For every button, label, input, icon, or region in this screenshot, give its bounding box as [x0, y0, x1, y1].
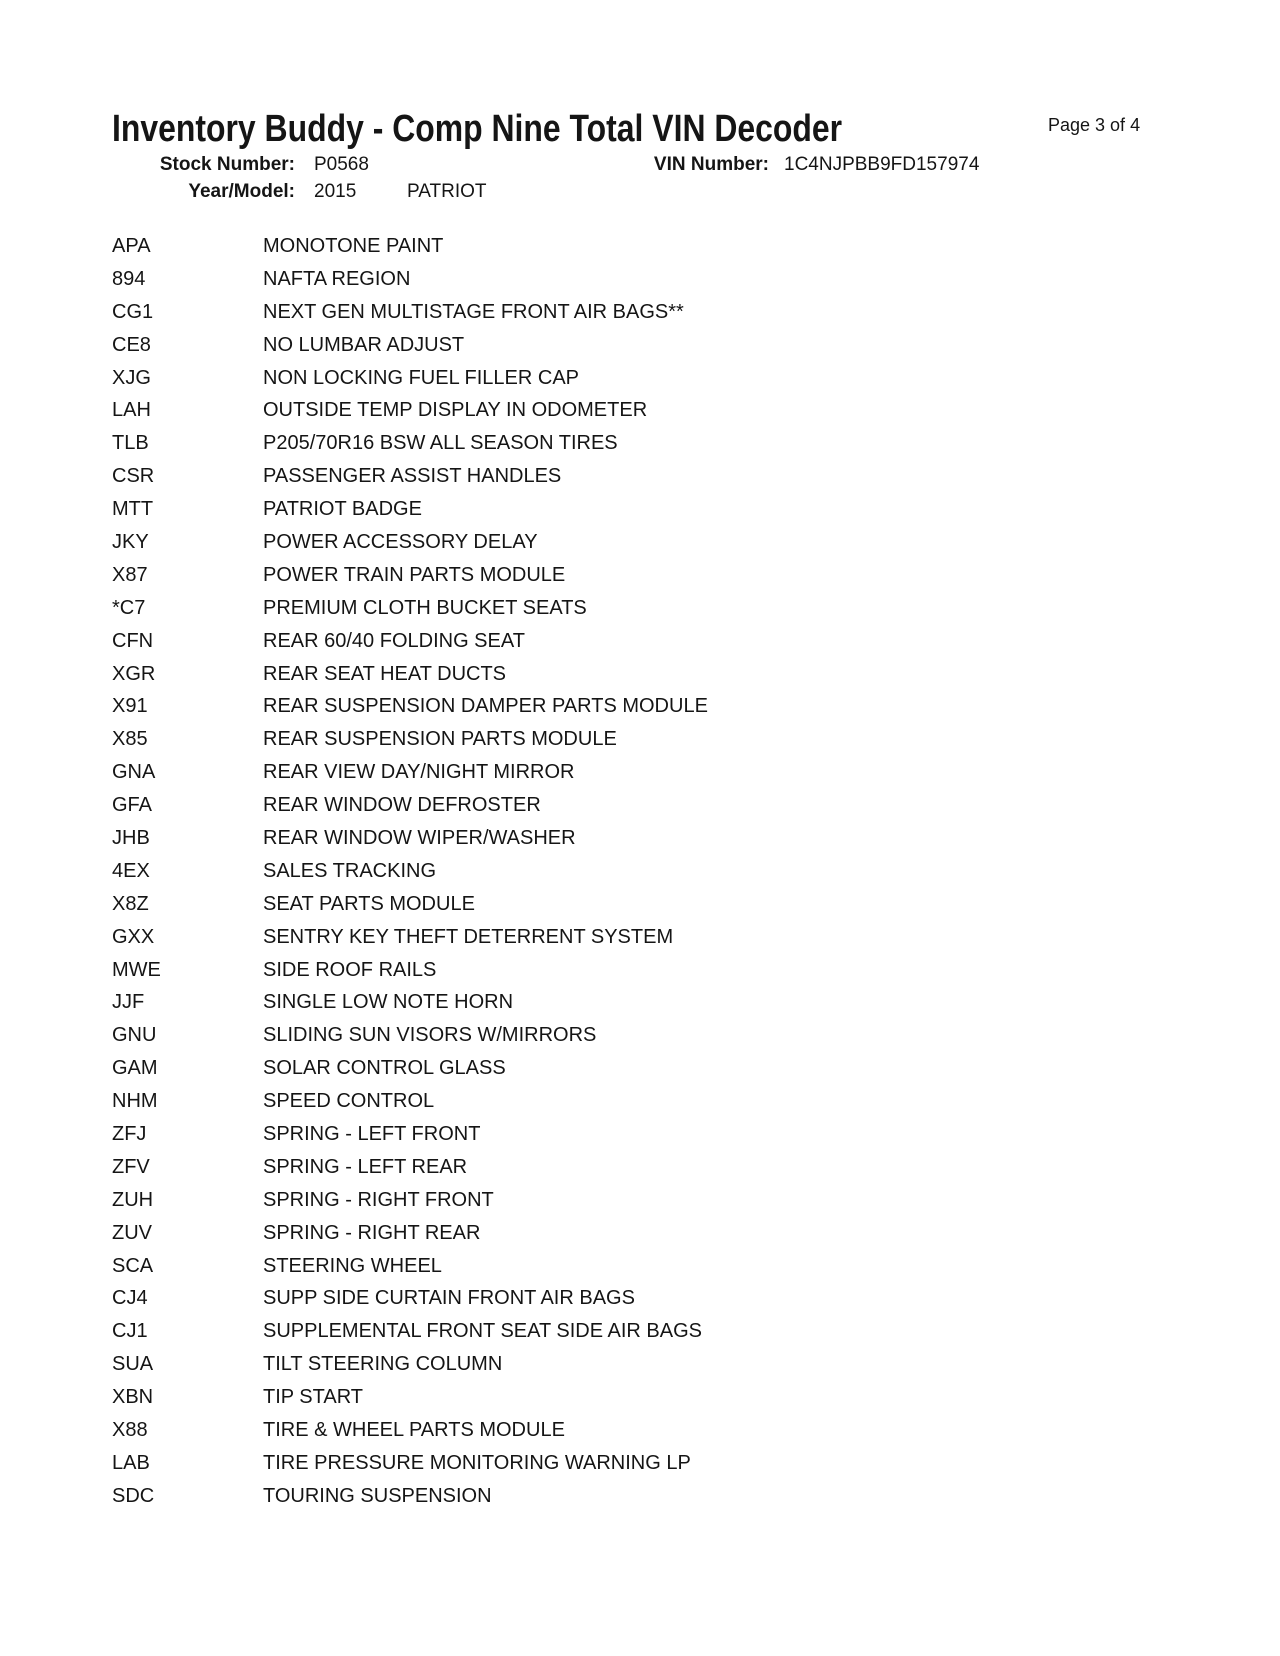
- option-code: CG1: [112, 300, 154, 323]
- option-description: REAR SEAT HEAT DUCTS: [263, 662, 507, 685]
- vin-number-label: VIN Number:: [653, 154, 769, 175]
- option-row: [112, 1118, 1212, 1151]
- option-description: STEERING WHEEL: [263, 1254, 442, 1277]
- option-code: CFN: [112, 629, 154, 652]
- option-description: PATRIOT BADGE: [263, 498, 422, 521]
- option-code: LAH: [112, 399, 151, 422]
- option-row: [112, 559, 1212, 592]
- option-row: [112, 1184, 1212, 1217]
- option-row: [112, 1315, 1212, 1348]
- option-code: CJ1: [112, 1320, 148, 1343]
- option-row: [112, 230, 1212, 263]
- option-code: TLB: [112, 432, 149, 455]
- option-code: X8Z: [112, 892, 149, 915]
- option-row: [112, 526, 1212, 559]
- option-code: GNU: [112, 1024, 157, 1047]
- option-description: POWER ACCESSORY DELAY: [263, 530, 538, 553]
- option-code: XGR: [112, 662, 156, 685]
- option-row: [112, 888, 1212, 921]
- option-row: [112, 789, 1212, 822]
- option-description: TILT STEERING COLUMN: [263, 1353, 503, 1376]
- option-row: [112, 394, 1212, 427]
- page-title-text: Inventory Buddy - Comp Nine Total VIN Decoder: [112, 108, 843, 150]
- option-code: NHM: [112, 1090, 158, 1113]
- option-description: NEXT GEN MULTISTAGE FRONT AIR BAGS**: [263, 300, 684, 323]
- option-description: TIP START: [263, 1386, 364, 1409]
- option-row: [112, 460, 1212, 493]
- option-code: XJG: [112, 366, 151, 389]
- option-code: MWE: [112, 958, 161, 981]
- option-description: SPRING - RIGHT FRONT: [263, 1188, 494, 1211]
- option-code: ZFV: [112, 1155, 150, 1178]
- option-description: TIRE & WHEEL PARTS MODULE: [263, 1419, 565, 1441]
- option-code: CJ4: [112, 1287, 148, 1310]
- option-row: [112, 1151, 1212, 1184]
- option-row: [112, 329, 1212, 362]
- stock-number-label: Stock Number:: [159, 154, 295, 175]
- option-code: MTT: [112, 498, 154, 521]
- option-description: SINGLE LOW NOTE HORN: [263, 991, 514, 1014]
- option-row: [112, 756, 1212, 789]
- option-description: TOURING SUSPENSION: [263, 1484, 492, 1507]
- year-model-label: Year/Model:: [188, 181, 295, 202]
- option-row: [112, 1447, 1212, 1480]
- option-description: SPEED CONTROL: [263, 1090, 435, 1113]
- option-description: OUTSIDE TEMP DISPLAY IN ODOMETER: [263, 399, 648, 422]
- option-row: [112, 986, 1212, 1019]
- option-code: X87: [112, 563, 148, 586]
- option-row: [112, 1019, 1212, 1052]
- option-description: PASSENGER ASSIST HANDLES: [263, 465, 562, 488]
- model-value: PATRIOT: [407, 181, 487, 202]
- option-description: SENTRY KEY THEFT DETERRENT SYSTEM: [263, 925, 674, 948]
- option-code: SCA: [112, 1254, 154, 1277]
- option-row: [112, 1480, 1212, 1513]
- option-description: P205/70R16 BSW ALL SEASON TIRES: [263, 432, 618, 455]
- option-code: X91: [112, 695, 148, 718]
- option-row: [112, 296, 1212, 329]
- vin-number-value: 1C4NJPBB9FD157974: [784, 154, 980, 175]
- option-row: [112, 1348, 1212, 1381]
- option-row: [112, 1381, 1212, 1414]
- option-row: [112, 723, 1212, 756]
- option-code: GFA: [112, 794, 153, 817]
- option-description: SUPPLEMENTAL FRONT SEAT SIDE AIR BAGS: [263, 1320, 703, 1343]
- option-row: [112, 921, 1212, 954]
- option-description: PREMIUM CLOTH BUCKET SEATS: [263, 596, 587, 619]
- option-description: REAR WINDOW DEFROSTER: [263, 794, 541, 817]
- option-row: [112, 1217, 1212, 1250]
- option-description: REAR WINDOW WIPER/WASHER: [263, 826, 576, 849]
- page-title: [112, 108, 981, 150]
- option-code: ZUH: [112, 1188, 154, 1211]
- option-row: [112, 493, 1212, 526]
- option-description: SPRING - RIGHT REAR: [263, 1221, 481, 1244]
- option-row: [112, 427, 1212, 460]
- option-code: X85: [112, 728, 148, 751]
- option-code: JHB: [112, 826, 150, 849]
- option-code: APA: [112, 234, 151, 257]
- option-code: ZUV: [112, 1221, 152, 1244]
- option-code: 4EX: [112, 859, 150, 882]
- option-description: SEAT PARTS MODULE: [263, 892, 475, 915]
- option-row: [112, 1283, 1212, 1316]
- option-code: 894: [112, 267, 146, 290]
- option-code: LAB: [112, 1451, 150, 1474]
- option-description: SIDE ROOF RAILS: [263, 958, 437, 981]
- options-list: [112, 230, 1212, 1513]
- option-code: GNA: [112, 761, 156, 784]
- option-row: [112, 855, 1212, 888]
- option-row: [112, 690, 1212, 723]
- option-code: GXX: [112, 925, 155, 948]
- option-description: SPRING - LEFT REAR: [263, 1155, 468, 1178]
- option-row: [112, 625, 1212, 658]
- option-description: SUPP SIDE CURTAIN FRONT AIR BAGS: [263, 1287, 635, 1310]
- option-code: JKY: [112, 530, 149, 553]
- option-description: TIRE PRESSURE MONITORING WARNING LP: [263, 1451, 691, 1474]
- option-code: CE8: [112, 333, 151, 356]
- option-row: [112, 822, 1212, 855]
- option-code: SDC: [112, 1484, 155, 1507]
- option-description: REAR SUSPENSION PARTS MODULE: [263, 728, 617, 751]
- option-code: X88: [112, 1419, 148, 1441]
- option-description: SPRING - LEFT FRONT: [263, 1122, 481, 1145]
- option-code: ZFJ: [112, 1122, 147, 1145]
- option-description: NON LOCKING FUEL FILLER CAP: [263, 366, 579, 389]
- option-description: SLIDING SUN VISORS W/MIRRORS: [263, 1024, 597, 1047]
- option-row: [112, 1414, 1212, 1447]
- option-description: REAR VIEW DAY/NIGHT MIRROR: [263, 761, 575, 784]
- option-row: [112, 1052, 1212, 1085]
- option-description: REAR SUSPENSION DAMPER PARTS MODULE: [263, 695, 708, 718]
- option-description: NAFTA REGION: [263, 267, 411, 290]
- option-description: REAR 60/40 FOLDING SEAT: [263, 629, 525, 652]
- page-indicator: Page 3 of 4: [1048, 115, 1141, 135]
- option-description: NO LUMBAR ADJUST: [263, 333, 465, 356]
- option-description: SALES TRACKING: [263, 859, 437, 882]
- option-code: SUA: [112, 1353, 154, 1376]
- option-row: [112, 362, 1212, 395]
- stock-number-value: P0568: [314, 154, 369, 175]
- option-code: CSR: [112, 465, 155, 488]
- option-row: [112, 658, 1212, 691]
- option-row: [112, 263, 1212, 296]
- option-code: *C7: [112, 596, 146, 619]
- year-value: 2015: [314, 181, 357, 202]
- option-code: XBN: [112, 1386, 154, 1409]
- option-code: GAM: [112, 1057, 158, 1080]
- option-row: [112, 592, 1212, 625]
- option-code: JJF: [112, 991, 145, 1014]
- option-row: [112, 954, 1212, 987]
- option-description: MONOTONE PAINT: [263, 234, 444, 257]
- option-row: [112, 1085, 1212, 1118]
- option-description: SOLAR CONTROL GLASS: [263, 1057, 506, 1080]
- option-description: POWER TRAIN PARTS MODULE: [263, 563, 566, 586]
- option-row: [112, 1250, 1212, 1283]
